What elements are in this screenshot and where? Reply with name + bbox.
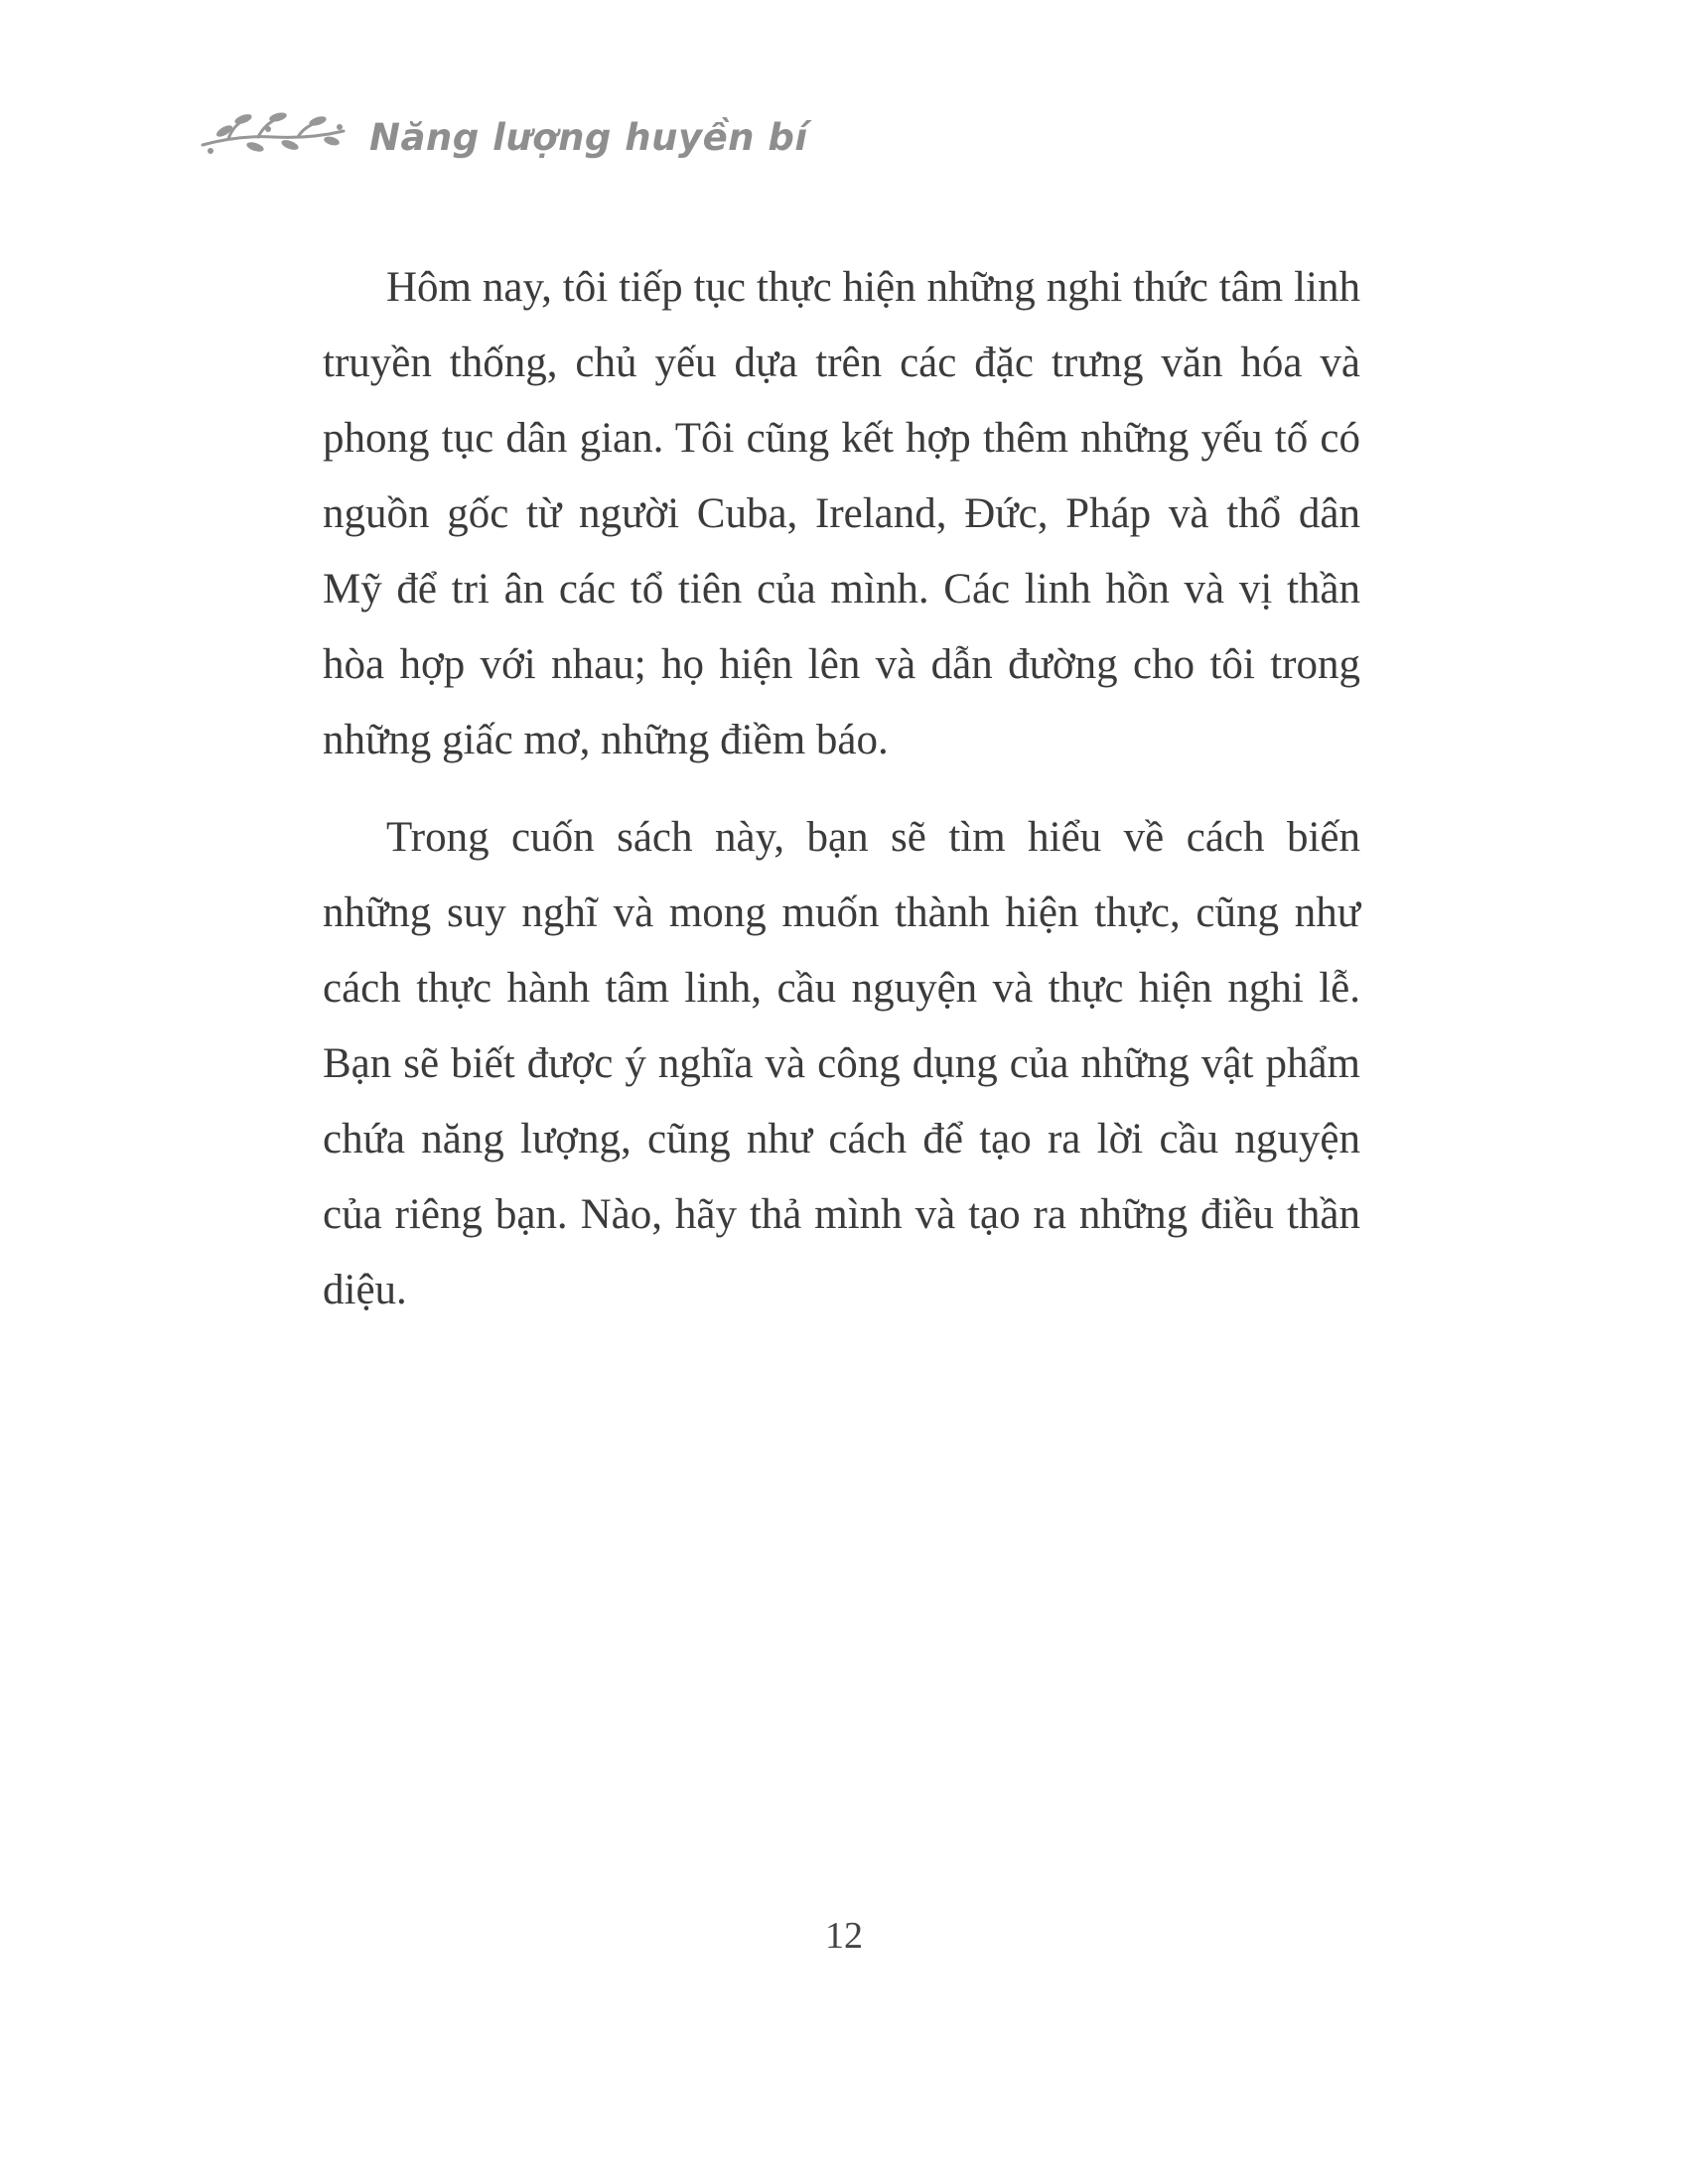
body-text-block [323,250,1360,1328]
running-head-title: Năng lượng huyền bí [369,115,808,159]
branch-leaves-icon [199,107,348,167]
page-number: 12 [825,1915,863,1957]
paragraph-1: Hôm nay, tôi tiếp tục thực hiện những nghi thức tâm linh truyền thống, chủ yếu dựa trên các đặc trưng văn hóa và phong tục dân gian. Tôi cũng kết hợp thêm những yếu tố có nguồn gốc từ người Cuba, Ireland, Đức, Pháp và thổ dân Mỹ để tri ân các tổ tiên của mình. Các linh hồn và vị thần hòa hợp với nhau; họ hiện lên và dẫn đường cho tôi trong những giấc mơ, những điềm báo. [323,264,1360,763]
paragraph-2: Trong cuốn sách này, bạn sẽ tìm hiểu về cách biến những suy nghĩ và mong muốn thành hiện thực, cũng như cách thực hành tâm linh, cầu nguyện và thực hiện nghi lễ. Bạn sẽ biết được ý nghĩa và công dụng của những vật phẩm chứa năng lượng, cũng như cách để tạo ra lời cầu nguyện của riêng bạn. Nào, hãy thả mình và tạo ra những điều thần diệu. [323,814,1360,1313]
page-header [199,107,808,167]
